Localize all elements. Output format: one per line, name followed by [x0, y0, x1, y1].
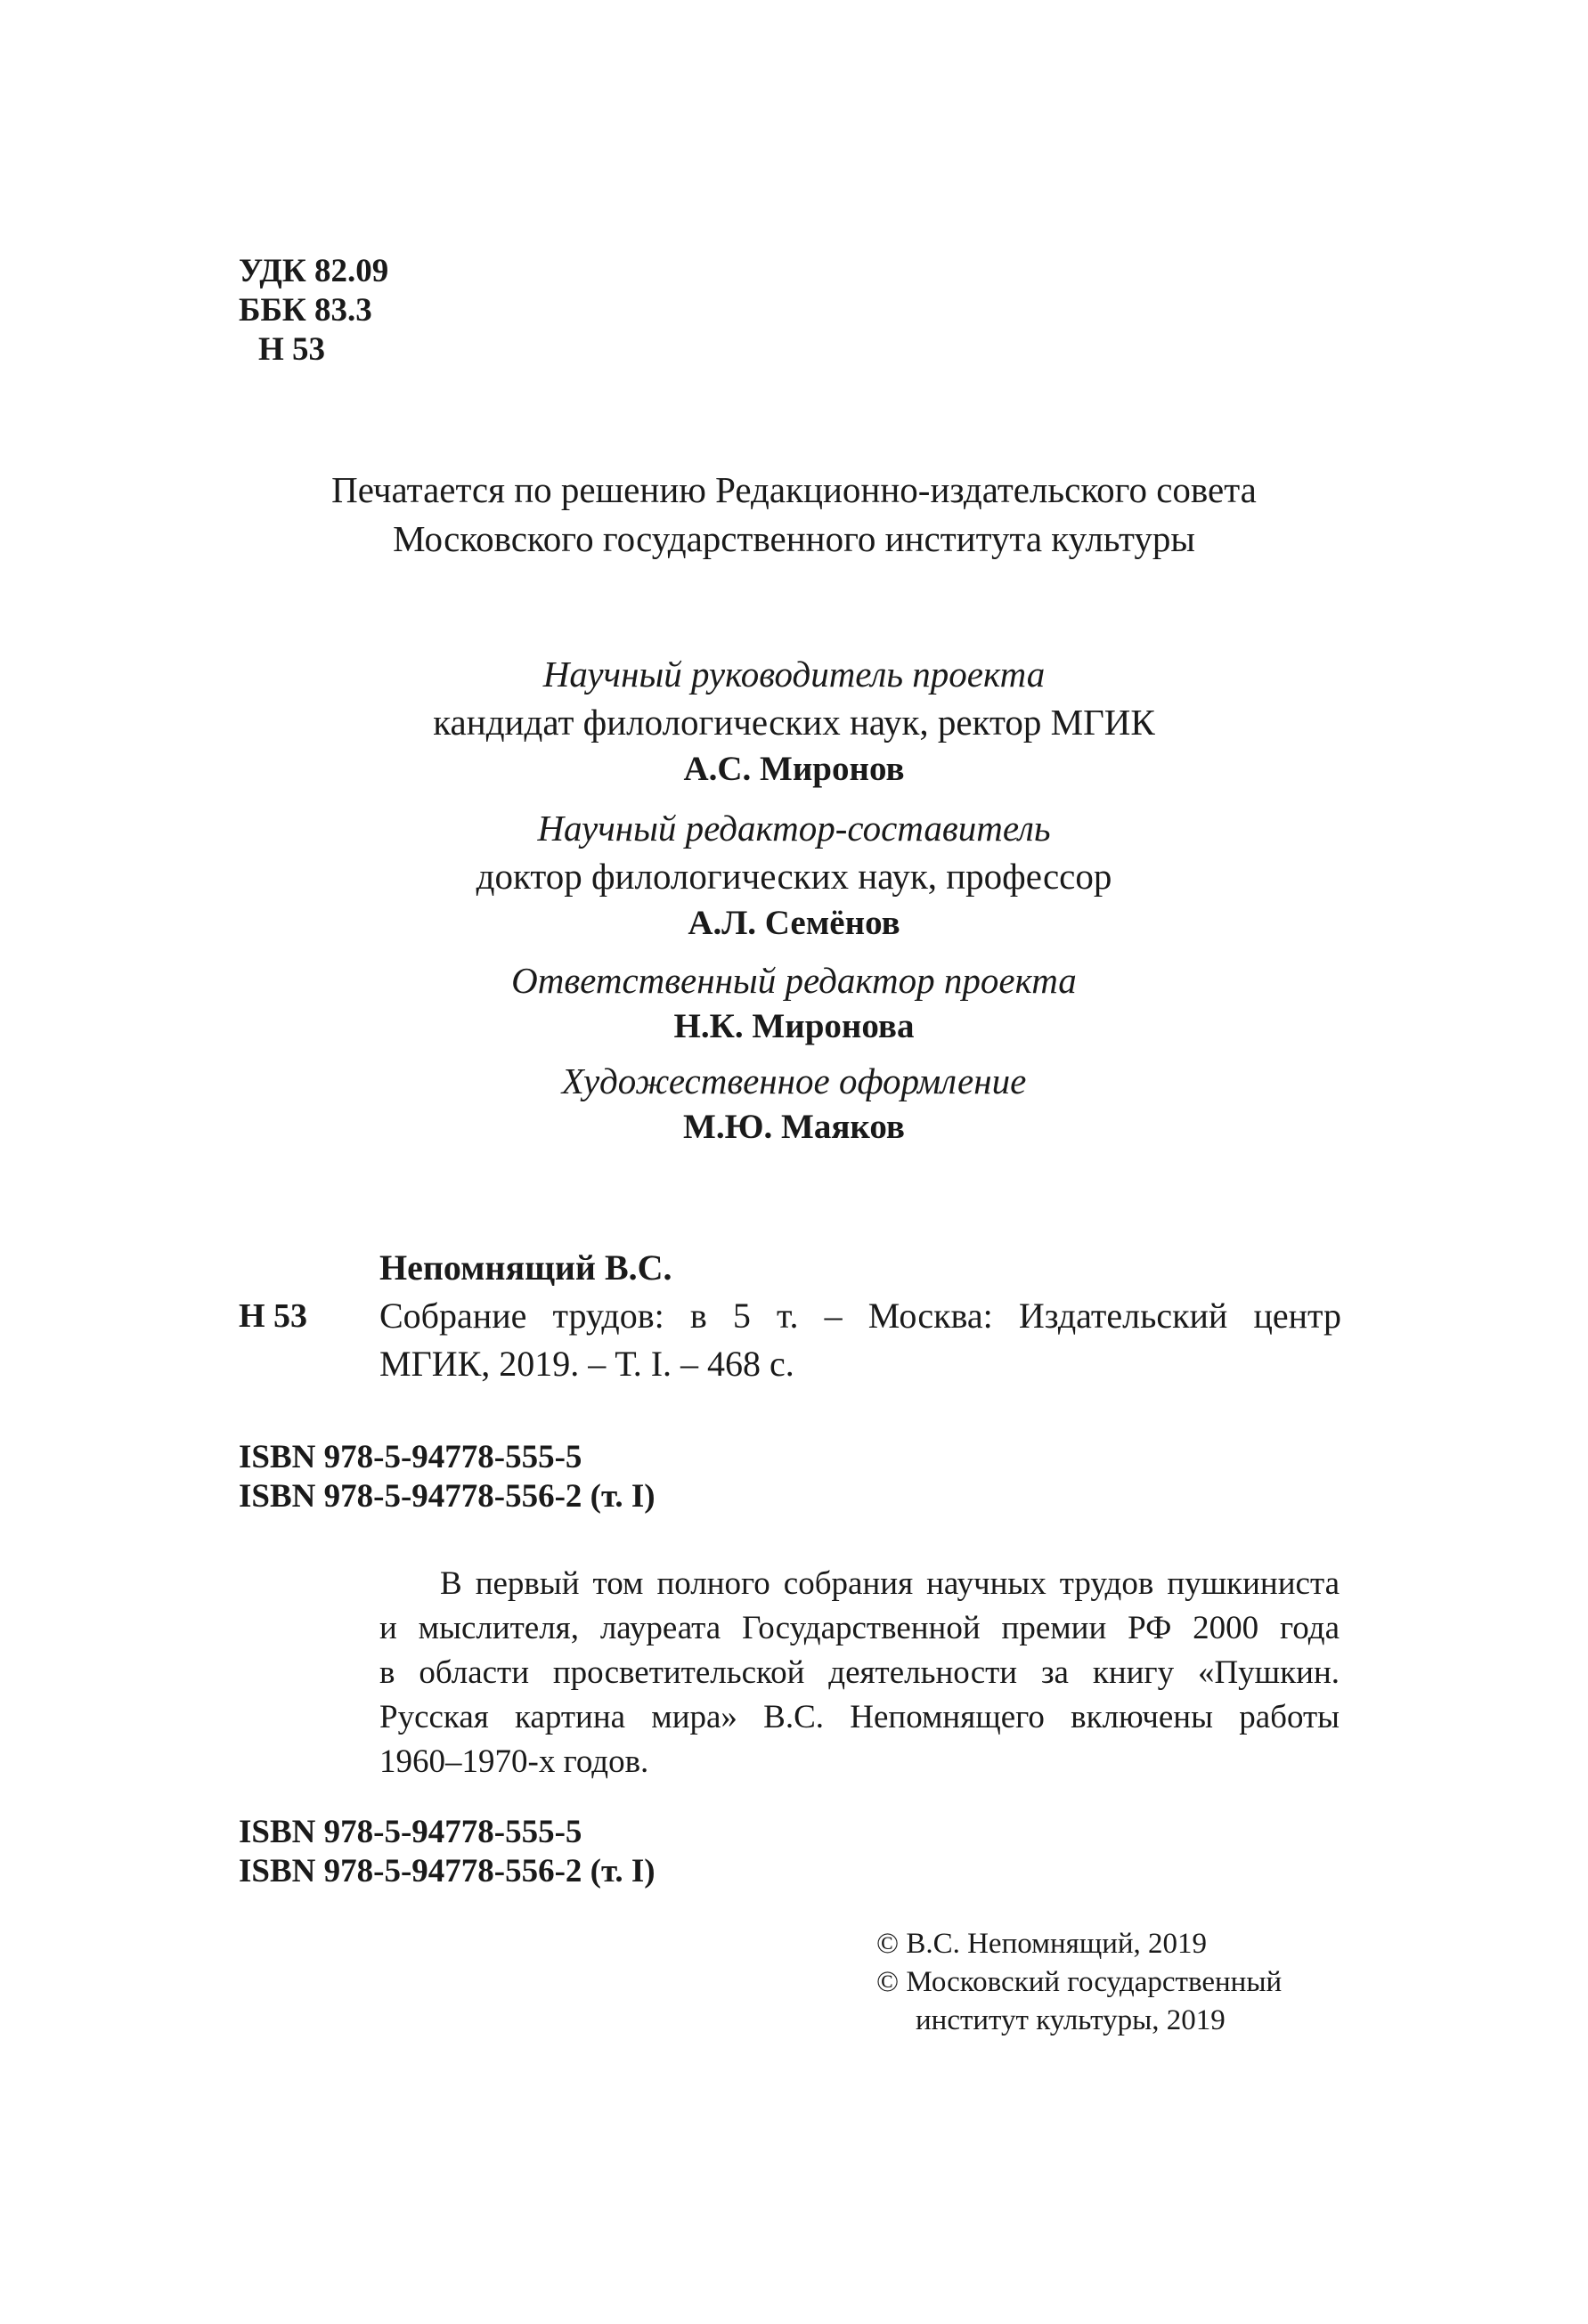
- credit-description-scientific-director: кандидат филологических наук, ректор МГИК: [433, 702, 1155, 743]
- bibliography-line-1: [379, 1292, 1341, 1340]
- copyright-institute: © Московский государственный: [876, 1966, 1283, 1998]
- credit-description-scientific-editor: доктор филологических наук, профессор: [476, 856, 1112, 897]
- credit-role-scientific-editor: Научный редактор-составитель: [537, 808, 1051, 849]
- credit-role-scientific-director: Научный руководитель проекта: [542, 654, 1046, 695]
- isbn-volume: ISBN 978-5-94778-556-2 (т. I): [239, 1478, 656, 1515]
- bbk-code: ББК 83.3: [239, 292, 372, 329]
- isbn-set: ISBN 978-5-94778-555-5: [239, 1439, 582, 1475]
- annotation-line: в области просветительской деятельности за книгу «Пушкин.: [379, 1654, 1340, 1691]
- annotation-line: Русская картина мира» В.С. Непомнящего включены работы: [379, 1699, 1340, 1735]
- credit-name-scientific-editor: А.Л. Семёнов: [688, 904, 900, 942]
- author-mark: Н 53: [258, 331, 326, 368]
- bibliography-index: Н 53: [239, 1297, 308, 1335]
- credit-role-managing-editor: Ответственный редактор проекта: [511, 960, 1077, 1001]
- udk-code: УДК 82.09: [239, 253, 389, 289]
- annotation-line: 1960–1970-х годов.: [379, 1743, 649, 1780]
- credit-name-managing-editor: Н.К. Миронова: [673, 1007, 915, 1045]
- bibliography-author: Непомнящий В.С.: [379, 1247, 672, 1288]
- approval-line-2: Московского государственного института культуры: [393, 518, 1195, 559]
- copyright-block: [876, 1925, 1282, 2040]
- bibliography-line-2: МГИК, 2019. – Т. I. – 468 с.: [379, 1344, 794, 1384]
- bibliography-line-1-text: Собрание трудов: в 5 т. – Москва: Издательский центр: [379, 1296, 1341, 1336]
- annotation-line: и мыслителя, лауреата Государственной премии РФ 2000 года: [379, 1610, 1340, 1646]
- credit-name-scientific-director: А.С. Миронов: [683, 750, 905, 788]
- credit-name-art-design: М.Ю. Маяков: [683, 1108, 905, 1146]
- isbn-set-bottom: ISBN 978-5-94778-555-5: [239, 1814, 582, 1850]
- approval-line-1: Печатается по решению Редакционно-издательского совета: [331, 469, 1257, 510]
- isbn-volume-bottom: ISBN 978-5-94778-556-2 (т. I): [239, 1853, 656, 1889]
- credit-role-art-design: Художественное оформление: [561, 1060, 1027, 1101]
- copyright-author: © В.С. Непомнящий, 2019: [876, 1928, 1208, 1960]
- copyright-institute-continued: институт культуры, 2019: [916, 2004, 1226, 2036]
- annotation-line: В первый том полного собрания научных трудов пушкиниста: [440, 1565, 1340, 1602]
- annotation: [379, 1562, 1340, 1784]
